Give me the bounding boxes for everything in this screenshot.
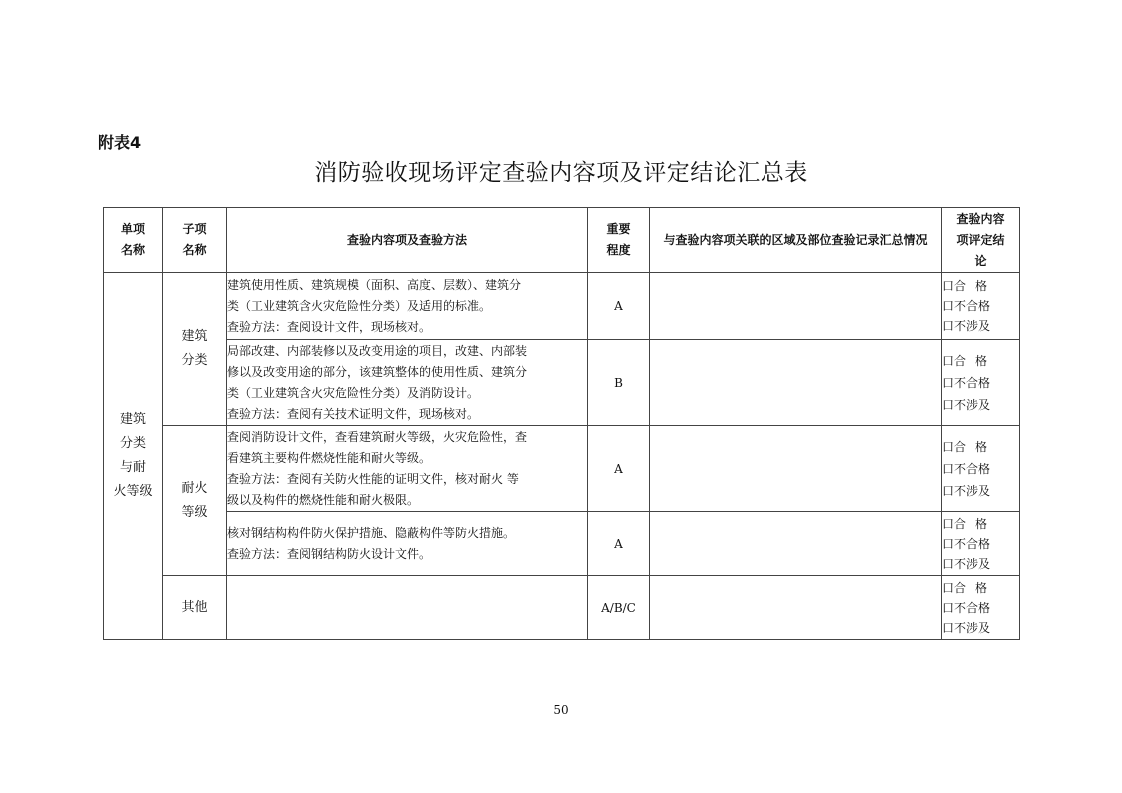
checkbox-icon: 口: [942, 461, 955, 476]
table-row: [104, 273, 1020, 340]
record-cell[interactable]: [650, 426, 942, 512]
option-fail[interactable]: 口不合格: [942, 600, 991, 615]
checkbox-icon: 口: [942, 556, 955, 571]
importance-cell: A: [588, 426, 650, 512]
table-row: [104, 340, 1020, 426]
conclusion-cell: [942, 273, 1020, 340]
option-fail[interactable]: 口不合格: [942, 536, 991, 551]
checkbox-icon: 口: [942, 353, 955, 368]
option-fail[interactable]: 口不合格: [942, 375, 991, 390]
content-cell: 建筑使用性质、建筑规模（面积、高度、层数）、建筑分 类（工业建筑含火灾危险性分类）及适用的标准。 查验方法：查阅设计文件，现场核对。: [227, 273, 588, 340]
checkbox-icon: 口: [942, 375, 955, 390]
conclusion-cell: [942, 512, 1020, 576]
appendix-label: 附表4: [98, 133, 142, 152]
table-header-row: [104, 208, 1020, 273]
option-fail[interactable]: 口不合格: [942, 461, 991, 476]
table-row: [104, 576, 1020, 640]
content-cell: [227, 576, 588, 640]
subcategory-classification: 建筑 分类: [163, 273, 227, 426]
option-pass[interactable]: 口合 格: [942, 439, 988, 454]
header-record-summary: 与查验内容项关联的区域及部位查验记录汇总情况: [650, 208, 942, 273]
option-pass[interactable]: 口合 格: [942, 279, 988, 293]
header-sub-item: 子项 名称: [163, 208, 227, 273]
record-cell[interactable]: [650, 576, 942, 640]
table-row: [104, 512, 1020, 576]
importance-cell: A/B/C: [588, 576, 650, 640]
option-pass[interactable]: 口合 格: [942, 580, 988, 595]
record-cell[interactable]: [650, 273, 942, 340]
subcategory-fire-rating: 耐火 等级: [163, 426, 227, 576]
summary-table: [103, 207, 1020, 640]
page-title: 消防验收现场评定查验内容项及评定结论汇总表: [314, 160, 808, 186]
checkbox-icon: 口: [942, 397, 955, 412]
option-pass[interactable]: 口合 格: [942, 516, 988, 531]
content-cell: 核对钢结构构件防火保护措施、隐蔽构件等防火措施。 查验方法：查阅钢结构防火设计文件。: [227, 512, 588, 576]
header-conclusion: 查验内容 项评定结 论: [942, 208, 1020, 273]
header-content-method: 查验内容项及查验方法: [227, 208, 588, 273]
option-na[interactable]: 口不涉及: [942, 397, 991, 412]
header-importance: 重要 程度: [588, 208, 650, 273]
option-na[interactable]: 口不涉及: [942, 483, 991, 498]
conclusion-cell: [942, 576, 1020, 640]
importance-cell: A: [588, 512, 650, 576]
option-na[interactable]: 口不涉及: [942, 319, 991, 333]
subcategory-other: 其他: [163, 576, 227, 640]
option-na[interactable]: 口不涉及: [942, 556, 991, 571]
checkbox-icon: 口: [942, 483, 955, 498]
checkbox-icon: 口: [942, 279, 955, 293]
page-number: 50: [553, 703, 569, 717]
option-fail[interactable]: 口不合格: [942, 299, 991, 313]
checkbox-icon: 口: [942, 516, 955, 531]
checkbox-icon: 口: [942, 299, 955, 313]
option-na[interactable]: 口不涉及: [942, 620, 991, 635]
option-pass[interactable]: 口合 格: [942, 353, 988, 368]
content-cell: 查阅消防设计文件，查看建筑耐火等级，火灾危险性，查 看建筑主要构件燃烧性能和耐火等级。 查验方法：查阅有关防火性能的证明文件，核对耐火 等 级以及构件的燃烧性能和耐火极限。: [227, 426, 588, 512]
record-cell[interactable]: [650, 340, 942, 426]
content-cell: 局部改建、内部装修以及改变用途的项目，改建、内部装 修以及改变用途的部分，该建筑整体的使用性质、建筑分 类（工业建筑含火灾危险性分类）及消防设计。 查验方法：查阅有关技术证明文件，现场核对。: [227, 340, 588, 426]
table-row: [104, 426, 1020, 512]
checkbox-icon: 口: [942, 580, 955, 595]
importance-cell: A: [588, 273, 650, 340]
importance-cell: B: [588, 340, 650, 426]
checkbox-icon: 口: [942, 600, 955, 615]
header-unit-item: 单项 名称: [104, 208, 163, 273]
record-cell[interactable]: [650, 512, 942, 576]
conclusion-cell: [942, 426, 1020, 512]
checkbox-icon: 口: [942, 620, 955, 635]
category-cell: 建筑 分类 与耐 火等级: [104, 273, 163, 640]
checkbox-icon: 口: [942, 319, 955, 333]
checkbox-icon: 口: [942, 536, 955, 551]
checkbox-icon: 口: [942, 439, 955, 454]
conclusion-cell: [942, 340, 1020, 426]
